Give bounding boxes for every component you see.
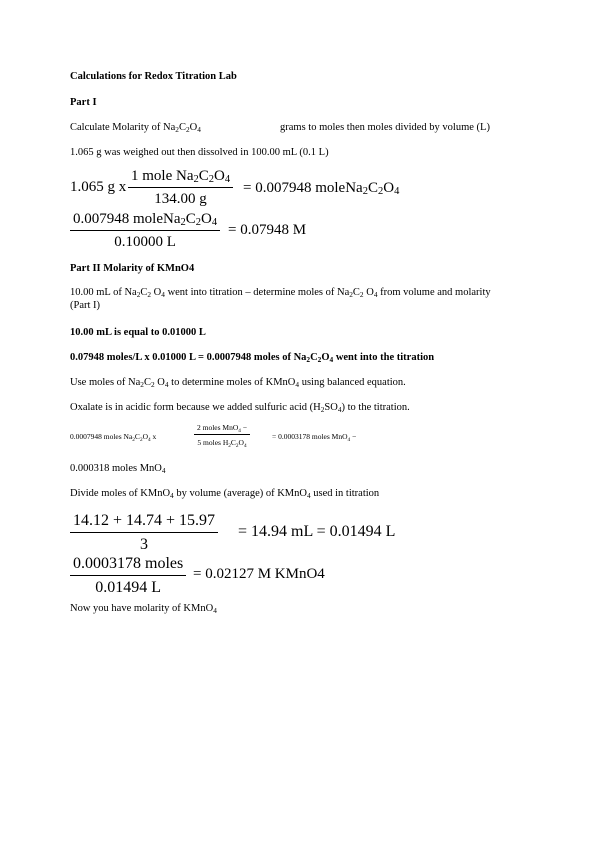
part1-heading: Part I	[70, 97, 97, 108]
oxalate-line: Oxalate is in acidic form because we added sulfuric acid $(H_2SO_4)$ to the titration.	[70, 402, 410, 414]
eq3-rhs: = 0.0003178 moles MnO$_4$ −	[272, 432, 357, 443]
mno4-moles-line: 0.000318 moles MnO$_4$	[70, 463, 166, 475]
eq2-denominator: 0.10000 L	[114, 234, 176, 250]
eq5-fraction	[70, 555, 186, 597]
eq2-fraction	[70, 211, 220, 251]
calc-gap-text: grams to moles then moles divided by volume (L)	[280, 122, 490, 133]
eq1-fraction	[128, 168, 233, 208]
eq4-numerator: 14.12 + 14.74 + 15.97	[70, 512, 218, 533]
eq3-numerator: 2 moles MnO$_4$ −	[194, 423, 250, 435]
eq5-rhs: = 0.02127 M KMnO4	[193, 566, 325, 582]
eq2-rhs: = 0.07948 M	[228, 222, 307, 238]
eq1-rhs: = 0.007948 $moleNa_2C_2O_4$	[243, 180, 400, 197]
final-line: Now you have molarity of KMnO$_4$	[70, 603, 217, 615]
eq4-denominator: 3	[140, 536, 149, 553]
weighed-line: 1.065 g was weighed out then dissolved in 100.00 mL (0.1 L)	[70, 147, 329, 158]
titration-paragraph: 10.00 mL of $Na_2C_2$ $O_4$ went into titration – determine moles of $Na_2C_2$ $O_4$ from volume and molarity (Part I)	[70, 287, 491, 311]
eq1-denominator: 134.00 g	[154, 191, 207, 207]
use-moles-line: Use moles of $Na_2C_2$ $O_4$ to determine moles of KMnO$_4$ using balanced equation.	[70, 377, 406, 389]
eq4-fraction	[70, 512, 218, 554]
eq1-numerator: 1 mole $Na_2C_2O_4$	[128, 168, 233, 188]
divide-line: Divide moles of KMnO$_4$ by volume (average) of KMnO$_4$ used in titration	[70, 488, 380, 500]
eq2-numerator: 0.007948 $moleNa_2C_2O_4$	[70, 211, 220, 231]
eq3-lhs: 0.0007948 moles $Na_2C_2O_4$ x	[70, 432, 157, 443]
bold-line-moles: 0.07948 moles/L x 0.01000 L = 0.0007948 moles of $Na_2C_2O_4$ went into the titration	[70, 352, 435, 364]
eq1-lhs: 1.065 g x	[70, 179, 127, 195]
document-title: Calculations for Redox Titration Lab	[70, 71, 237, 82]
eq5-denominator: 0.01494 L	[95, 579, 161, 596]
eq3-denominator: 5 moles $H_2C_2O_4$	[197, 438, 247, 449]
bold-line-volume: 10.00 mL is equal to 0.01000 L	[70, 327, 206, 338]
part2-heading: Part II Molarity of KMnO4	[70, 263, 195, 274]
calc-molarity-line: Calculate Molarity of $Na_2C_2O_4$	[70, 122, 201, 134]
eq5-numerator: 0.0003178 moles	[70, 555, 186, 576]
eq3-fraction	[194, 423, 250, 447]
eq4-rhs: = 14.94 mL = 0.01494 L	[238, 523, 396, 540]
